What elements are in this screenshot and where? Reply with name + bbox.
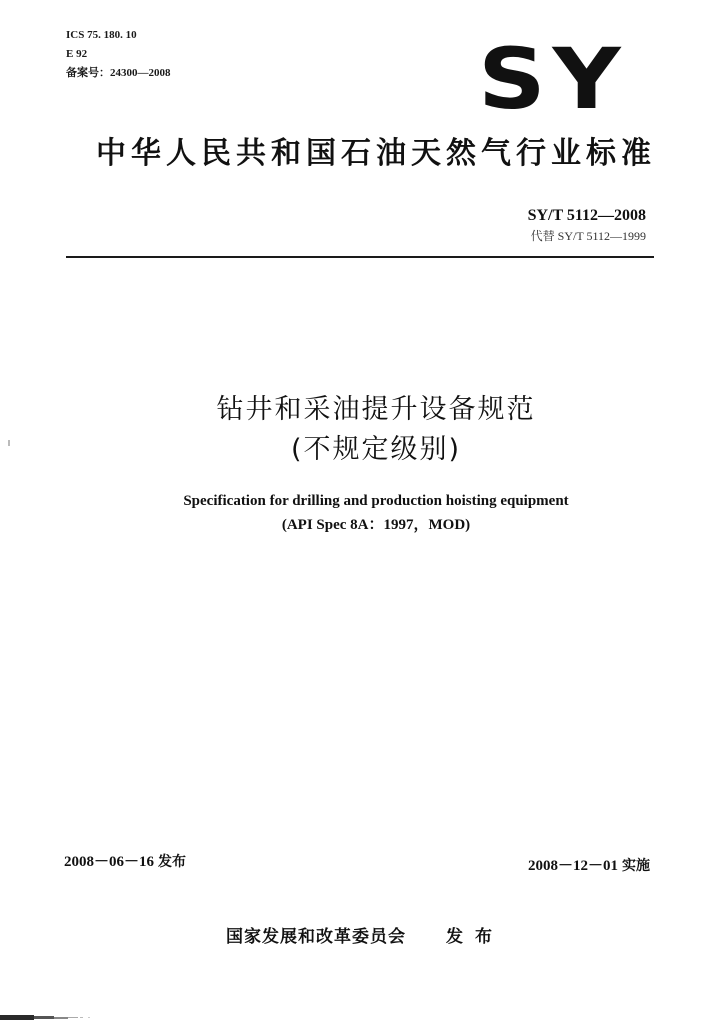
scan-artifact [0,1012,96,1024]
issuer-name: 国家发展和改革委员会 [226,927,406,947]
ccs-number: E 92 [66,48,88,60]
classification-block [66,26,171,83]
effective-date: 2008－12－01 [527,858,618,874]
issue-label: 发布 [158,854,187,870]
standard-code: SY/T 5112—2008 [527,207,646,224]
header-divider [66,256,654,258]
effective-label: 实施 [622,858,650,874]
document-title: 钻井和采油提升设备规范 [216,394,536,425]
adoption-note: (API Spec 8A：1997，MOD) [281,517,471,533]
english-title: Specification for drilling and production hoisting equipment [183,493,569,509]
sy-logo: SY [478,30,628,128]
replaces-standard: 代替 SY/T 5112—1999 [530,229,646,243]
standard-title: 中华人民共和国石油天然气行业标准 [96,136,656,171]
standard-number-block [528,205,646,245]
effective-date-block [528,855,650,877]
document-subtitle: (不规定级别) [290,434,462,465]
issuer-line [226,925,504,949]
issue-date-block [64,851,186,873]
scan-speck [8,440,10,446]
issuer-action: 发布 [446,927,504,947]
ics-number: ICS 75. 180. 10 [66,29,137,41]
issue-date: 2008－06－16 [64,854,155,870]
record-number: 备案号：24300—2008 [66,67,171,79]
